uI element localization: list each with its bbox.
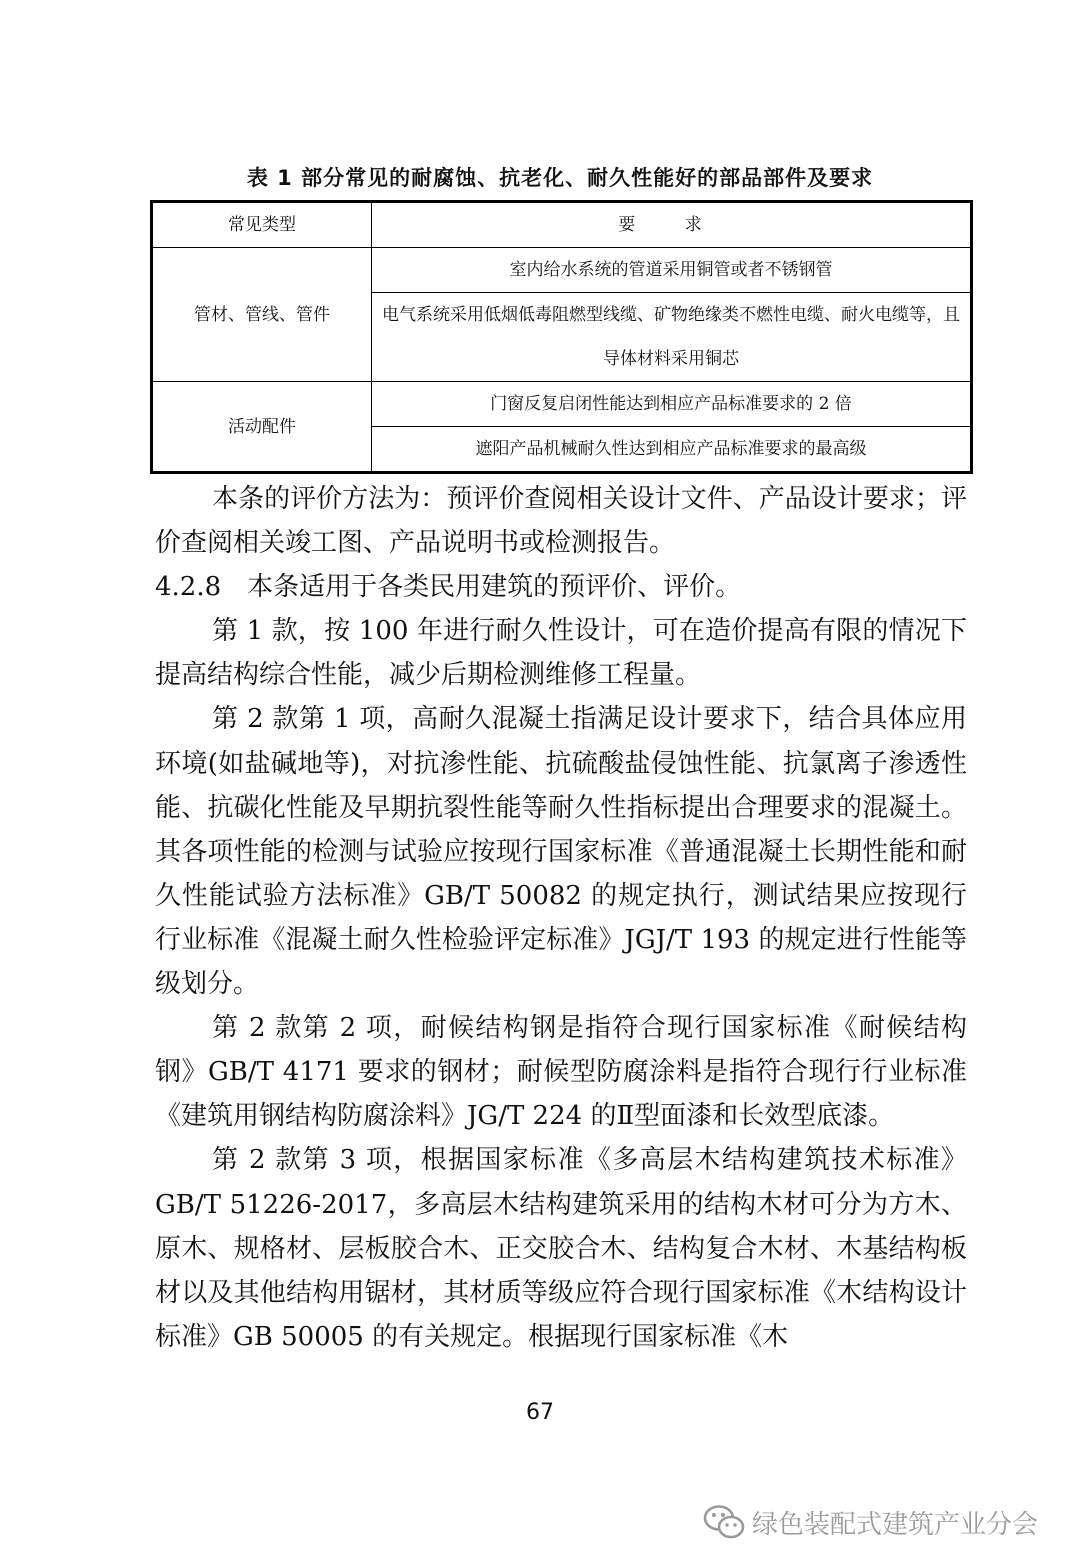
requirement-cell: 门窗反复启闭性能达到相应产品标准要求的 2 倍 bbox=[372, 382, 972, 427]
table-row bbox=[152, 382, 972, 427]
paragraph-item-1: 第 1 款，按 100 年进行耐久性设计，可在造价提高有限的情况下提高结构综合性能，减少后期检测维修工程量。 bbox=[155, 616, 967, 691]
paragraph-clause-4-2-8: 4.2.8 本条适用于各类民用建筑的预评价、评价。 bbox=[155, 572, 742, 603]
page-number: 67 bbox=[526, 1400, 554, 1425]
paragraph-item-2-1: 第 2 款第 1 项，高耐久混凝土指满足设计要求下，结合具体应用环境(如盐碱地等)，对抗渗性能、抗硫酸盐侵蚀性能、抗氯离子渗透性能、抗碳化性能及早期抗裂性能等耐久性指标提出合理要求的混凝土。其各项性能的检测与试验应按现行国家标准《普通混凝土长期性能和耐久性能试验方法标准》GB/T 50082 的规定执行，测试结果应按现行行业标准《混凝土耐久性检验评定标准》JGJ/T 193 的规定进行性能等级划分。 bbox=[155, 704, 967, 1000]
table-header-row bbox=[152, 202, 972, 248]
requirements-table bbox=[150, 200, 973, 474]
wechat-icon bbox=[702, 1502, 746, 1542]
paragraph-item-2-3: 第 2 款第 3 项，根据国家标准《多高层木结构建筑技术标准》GB/T 51226-2017，多高层木结构建筑采用的结构木材可分为方木、原木、规格材、层板胶合木、正交胶合木、结构复合木材、木基结构板材以及其他结构用锯材，其材质等级应符合现行国家标准《木结构设计标准》GB 50005 的有关规定。根据现行国家标准《木 bbox=[155, 1145, 967, 1352]
header-type: 常见类型 bbox=[152, 202, 372, 248]
paragraph-item-2-2: 第 2 款第 2 项，耐候结构钢是指符合现行国家标准《耐候结构钢》GB/T 4171 要求的钢材；耐候型防腐涂料是指符合现行行业标准《建筑用钢结构防腐涂料》JG/T 224 的Ⅱ型面漆和长效型底漆。 bbox=[155, 1013, 967, 1132]
watermark-text: 绿色装配式建筑产业分会 bbox=[752, 1509, 1039, 1540]
header-requirement: 要 求 bbox=[372, 202, 972, 248]
table-row bbox=[152, 248, 972, 293]
body-text bbox=[155, 477, 967, 1359]
requirement-cell: 遮阳产品机械耐久性达到相应产品标准要求的最高级 bbox=[372, 427, 972, 473]
watermark bbox=[702, 1498, 1038, 1546]
requirement-cell: 电气系统采用低烟低毒阻燃型线缆、矿物绝缘类不燃性电缆、耐火电缆等，且导体材料采用铜芯 bbox=[372, 293, 972, 382]
requirement-cell: 室内给水系统的管道采用铜管或者不锈钢管 bbox=[372, 248, 972, 293]
type-cell-fittings: 活动配件 bbox=[152, 382, 372, 473]
type-cell-pipes: 管材、管线、管件 bbox=[152, 248, 372, 382]
table-title: 表 1 部分常见的耐腐蚀、抗老化、耐久性能好的部品部件及要求 bbox=[246, 166, 874, 190]
paragraph-evaluation-method: 本条的评价方法为：预评价查阅相关设计文件、产品设计要求；评价查阅相关竣工图、产品说明书或检测报告。 bbox=[155, 484, 967, 559]
